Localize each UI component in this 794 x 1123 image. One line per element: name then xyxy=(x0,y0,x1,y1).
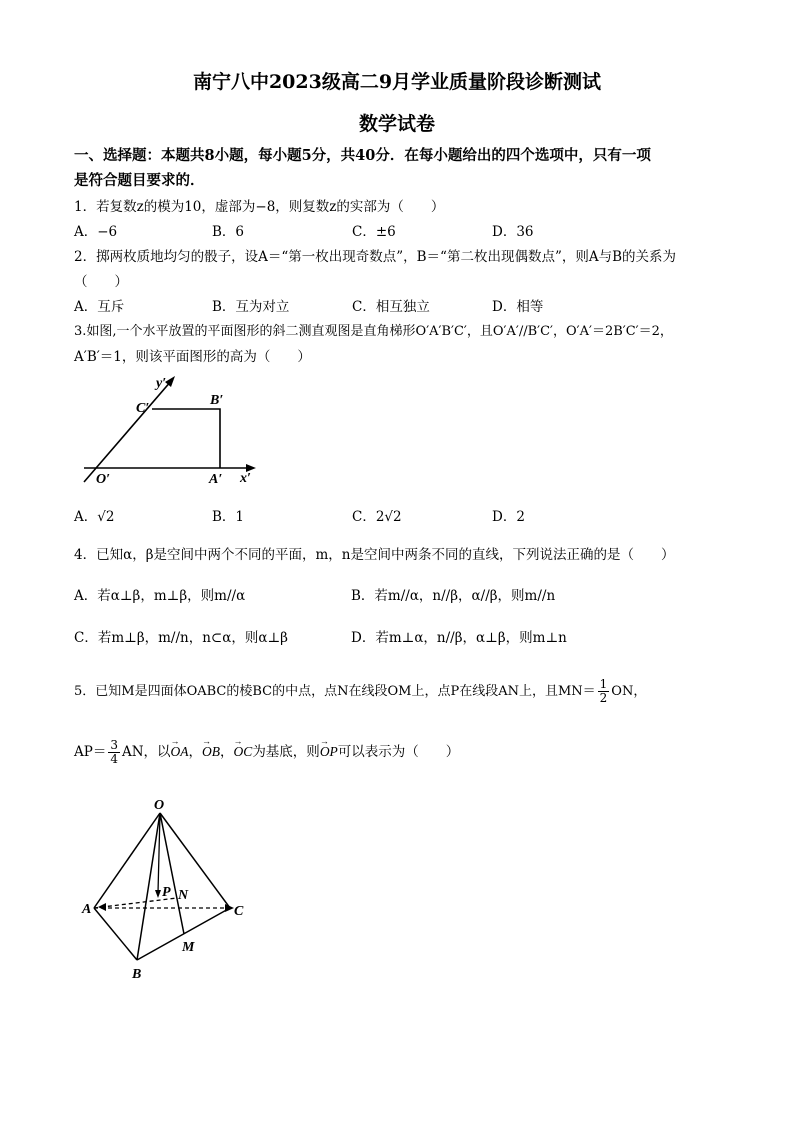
q3-figure xyxy=(80,372,270,490)
q5-frac2-num: 3 xyxy=(110,738,118,752)
page-subtitle: 数学试卷 xyxy=(358,113,435,135)
q3-label-y: y′ xyxy=(156,376,167,391)
q5-stem-part2: ON， xyxy=(611,684,647,699)
q5-fraction-three-quarters xyxy=(108,739,120,766)
q3-trapezoid xyxy=(152,409,220,468)
q3-label-b: B′ xyxy=(210,393,224,408)
edge-ab xyxy=(94,908,137,960)
q5-frac1-den: 2 xyxy=(599,691,608,705)
q5-stem-part6: 可以表示为（ ） xyxy=(337,744,460,760)
q2-stem-line2: （ ） xyxy=(74,274,128,290)
q2-option-b: B．互为对立 xyxy=(212,299,290,315)
q5-fraction-half xyxy=(598,678,610,705)
q5-label-n: N xyxy=(178,888,189,903)
q5-stem-line1 xyxy=(74,678,646,706)
q5-stem-part1: 5．已知M是四面体OABC的棱BC的中点，点N在线段OM上，点P在线段AN上，且MN＝ xyxy=(74,684,596,699)
q5-frac2-den: 4 xyxy=(110,752,118,766)
section-heading-line1: 一、选择题：本题共8小题，每小题5分，共40分．在每小题给出的四个选项中，只有一项 xyxy=(74,147,651,164)
q3-label-o: O′ xyxy=(96,472,111,487)
q3-y-axis xyxy=(84,380,172,482)
q1-option-c: C．±6 xyxy=(352,224,396,240)
segment-om xyxy=(160,813,184,934)
q1-option-d: D．36 xyxy=(492,224,534,240)
edge-ob xyxy=(137,813,160,960)
q5-sep1: ， xyxy=(188,744,203,760)
q4-option-a: A．若α⊥β，m⊥β，则m//α xyxy=(74,588,246,604)
q5-stem-line2 xyxy=(74,738,459,766)
q5-vector-oc: → OC xyxy=(234,738,253,766)
q5-label-o: O xyxy=(154,798,165,813)
q5-tetrahedron-figure xyxy=(80,795,260,990)
q2-option-d: D．相等 xyxy=(492,299,544,315)
q5-vector-ob: → OB xyxy=(202,738,220,766)
q4-option-c: C．若m⊥β，m//n，n⊂α，则α⊥β xyxy=(74,630,288,646)
q3-option-c: C．2√2 xyxy=(352,509,402,525)
q2-option-a: A．互斥 xyxy=(74,299,125,315)
q2-option-c: C．相互独立 xyxy=(352,299,430,315)
q5-vector-oa: → OA xyxy=(171,738,189,766)
q3-option-b: B．1 xyxy=(212,509,245,525)
q4-option-b: B．若m//α，n//β，α//β，则m//n xyxy=(351,588,556,604)
q3-option-d: D．2 xyxy=(492,509,525,525)
q1-option-b: B．6 xyxy=(212,224,245,240)
section-heading-line2: 是符合题目要求的． xyxy=(74,172,205,189)
q5-stem-part4: AN，以 xyxy=(121,744,171,760)
q5-vector-op: → OP xyxy=(320,738,338,766)
q3-label-a: A′ xyxy=(209,472,223,487)
q5-label-c: C xyxy=(234,904,244,919)
q5-stem-part5: 为基底，则 xyxy=(252,744,320,760)
q3-label-c: C′ xyxy=(136,401,150,416)
q5-label-b: B xyxy=(132,967,142,982)
q5-label-m: M xyxy=(182,940,195,955)
q5-sep2: ， xyxy=(220,744,234,760)
q2-stem-line1: 2．掷两枚质地均匀的骰子，设A＝“第一枚出现奇数点”，B＝“第二枚出现偶数点”，则A与B的关系为 xyxy=(74,249,677,265)
edge-oa xyxy=(94,813,160,908)
q3-label-x: x′ xyxy=(240,471,251,486)
q5-label-a: A xyxy=(82,902,92,917)
q5-frac1-num: 1 xyxy=(599,677,608,691)
q3-option-a: A．√2 xyxy=(74,509,115,525)
arrow-an xyxy=(98,903,106,911)
q1-option-a: A．−6 xyxy=(74,224,118,240)
q5-stem-part3: AP＝ xyxy=(74,744,107,760)
arrow-ac xyxy=(225,904,234,912)
arrow-op xyxy=(155,890,161,898)
q1-stem: 1．若复数z的模为10，虚部为−8，则复数z的实部为（ ） xyxy=(74,199,445,215)
page-title: 南宁八中2023级高二9月学业质量阶段诊断测试 xyxy=(192,71,602,93)
q3-stem-line1: 3.如图,一个水平放置的平面图形的斜二测直观图是直角梯形O′A′B′C′，且O′A′//B′C′，O′A′＝2B′C′＝2， xyxy=(74,324,673,339)
q4-option-d: D．若m⊥α，n//β，α⊥β，则m⊥n xyxy=(351,630,567,646)
q4-stem: 4．已知α，β是空间中两个不同的平面，m，n是空间中两条不同的直线，下列说法正确的是（ ） xyxy=(74,547,675,563)
q3-stem-line2: A′B′＝1，则该平面图形的高为（ ） xyxy=(74,349,311,365)
q5-label-p: P xyxy=(162,885,171,900)
